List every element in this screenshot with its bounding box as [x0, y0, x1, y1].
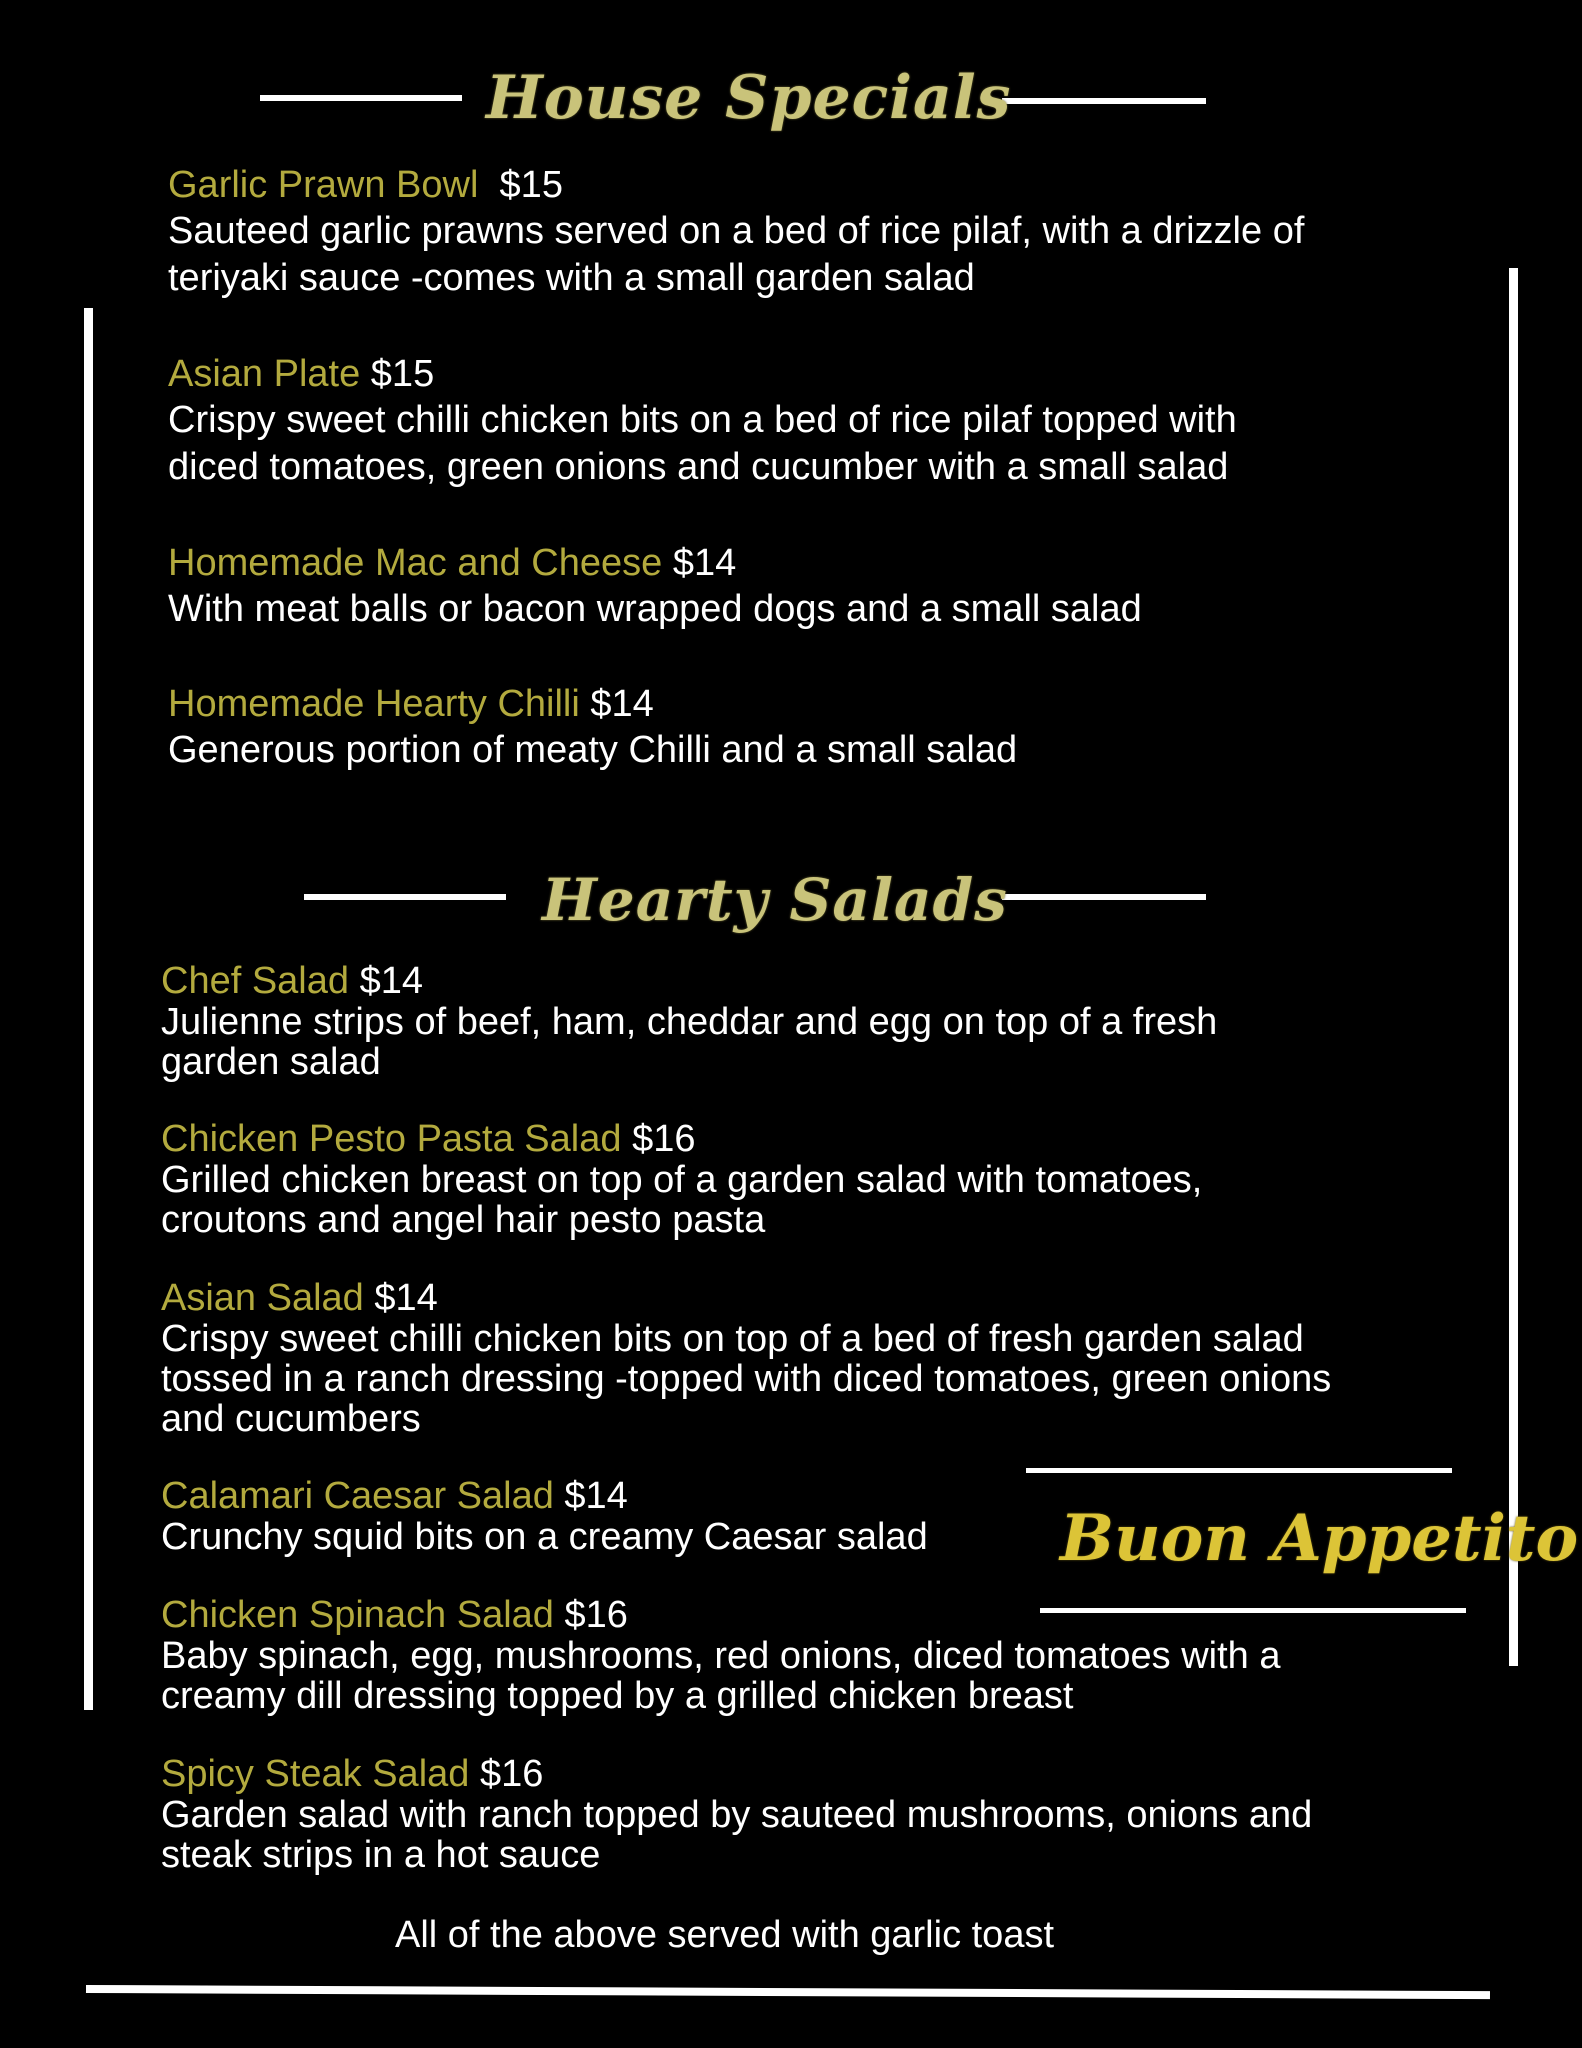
- item-price: $14: [672, 542, 737, 584]
- item-name: Garlic Prawn Bowl: [168, 164, 479, 206]
- item-price: $16: [564, 1594, 628, 1636]
- item-description-line: tossed in a ranch dressing -topped with diced tomatoes, green onions: [161, 1358, 1332, 1400]
- hearty-salads-rule-right: [1002, 894, 1206, 900]
- menu-item-chicken-pesto-pasta-salad: [161, 1118, 1202, 1240]
- item-description-line: diced tomatoes, green onions and cucumber with a small salad: [168, 446, 1229, 488]
- item-name: Homemade Mac and Cheese: [168, 542, 663, 584]
- item-description-line: croutons and angel hair pesto pasta: [161, 1199, 766, 1241]
- item-name: Chicken Pesto Pasta Salad: [161, 1118, 622, 1160]
- menu-item-garlic-prawn-bowl: [168, 162, 1304, 302]
- item-price: $14: [374, 1277, 438, 1319]
- buon-appetito-rule-top: [1026, 1468, 1452, 1473]
- bottom-rule: [86, 1985, 1490, 1999]
- house-specials-rule-right: [1002, 98, 1206, 104]
- item-name: Homemade Hearty Chilli: [168, 683, 580, 725]
- item-description-line: Generous portion of meaty Chilli and a small salad: [168, 729, 1018, 771]
- item-price: $16: [479, 1753, 544, 1795]
- hearty-salads-heading: Hearty Salads: [542, 866, 1008, 934]
- item-description-line: Baby spinach, egg, mushrooms, red onions, diced tomatoes with a: [161, 1635, 1281, 1677]
- item-description-line: teriyaki sauce -comes with a small garden salad: [168, 257, 975, 299]
- item-description-line: Sauteed garlic prawns served on a bed of rice pilaf, with a drizzle of: [168, 210, 1305, 252]
- item-description-line: creamy dill dressing topped by a grilled chicken breast: [161, 1675, 1074, 1717]
- item-price: $14: [590, 683, 654, 725]
- left-border-line: [84, 308, 93, 1710]
- hearty-salads-rule-left: [304, 894, 506, 900]
- item-description-line: Garden salad with ranch topped by sauteed mushrooms, onions and: [161, 1794, 1313, 1836]
- menu-item-mac-and-cheese: [168, 540, 1142, 633]
- item-description-line: Crispy sweet chilli chicken bits on a bed of rice pilaf topped with: [168, 399, 1237, 441]
- right-border-line: [1509, 268, 1518, 1666]
- item-price: $16: [632, 1118, 696, 1160]
- item-description-line: Crunchy squid bits on a creamy Caesar salad: [161, 1516, 928, 1558]
- item-name: Chef Salad: [161, 960, 350, 1002]
- item-price: $15: [499, 164, 563, 206]
- buon-appetito-heading: Buon Appetito: [1060, 1501, 1579, 1576]
- house-specials-heading: House Specials: [486, 63, 1012, 133]
- menu-item-hearty-chilli: [168, 681, 1017, 774]
- menu-item-chicken-spinach-salad: [161, 1594, 1281, 1716]
- item-description-line: With meat balls or bacon wrapped dogs and a small salad: [168, 588, 1142, 630]
- item-price: $15: [370, 353, 435, 395]
- menu-item-calamari-caesar-salad: [161, 1475, 928, 1557]
- item-name: Calamari Caesar Salad: [161, 1475, 554, 1517]
- item-name: Asian Plate: [168, 353, 361, 395]
- item-description-line: garden salad: [161, 1041, 381, 1083]
- item-name: Asian Salad: [161, 1277, 364, 1319]
- item-name: Spicy Steak Salad: [161, 1753, 470, 1795]
- item-description-line: Grilled chicken breast on top of a garden salad with tomatoes,: [161, 1159, 1203, 1201]
- menu-item-chef-salad: [161, 960, 1217, 1082]
- item-description-line: Julienne strips of beef, ham, cheddar and egg on top of a fresh: [161, 1001, 1218, 1043]
- menu-item-asian-salad: [161, 1277, 1331, 1439]
- item-description-line: Crispy sweet chilli chicken bits on top of a bed of fresh garden salad: [161, 1318, 1304, 1360]
- menu-item-spicy-steak-salad: [161, 1753, 1312, 1875]
- footer-note: All of the above served with garlic toast: [395, 1914, 1055, 1956]
- house-specials-rule-left: [260, 95, 462, 101]
- item-description-line: and cucumbers: [161, 1398, 421, 1440]
- item-description-line: steak strips in a hot sauce: [161, 1834, 601, 1876]
- item-price: $14: [359, 960, 423, 1002]
- item-price: $14: [564, 1475, 628, 1517]
- menu-item-asian-plate: [168, 351, 1237, 491]
- item-name: Chicken Spinach Salad: [161, 1594, 554, 1636]
